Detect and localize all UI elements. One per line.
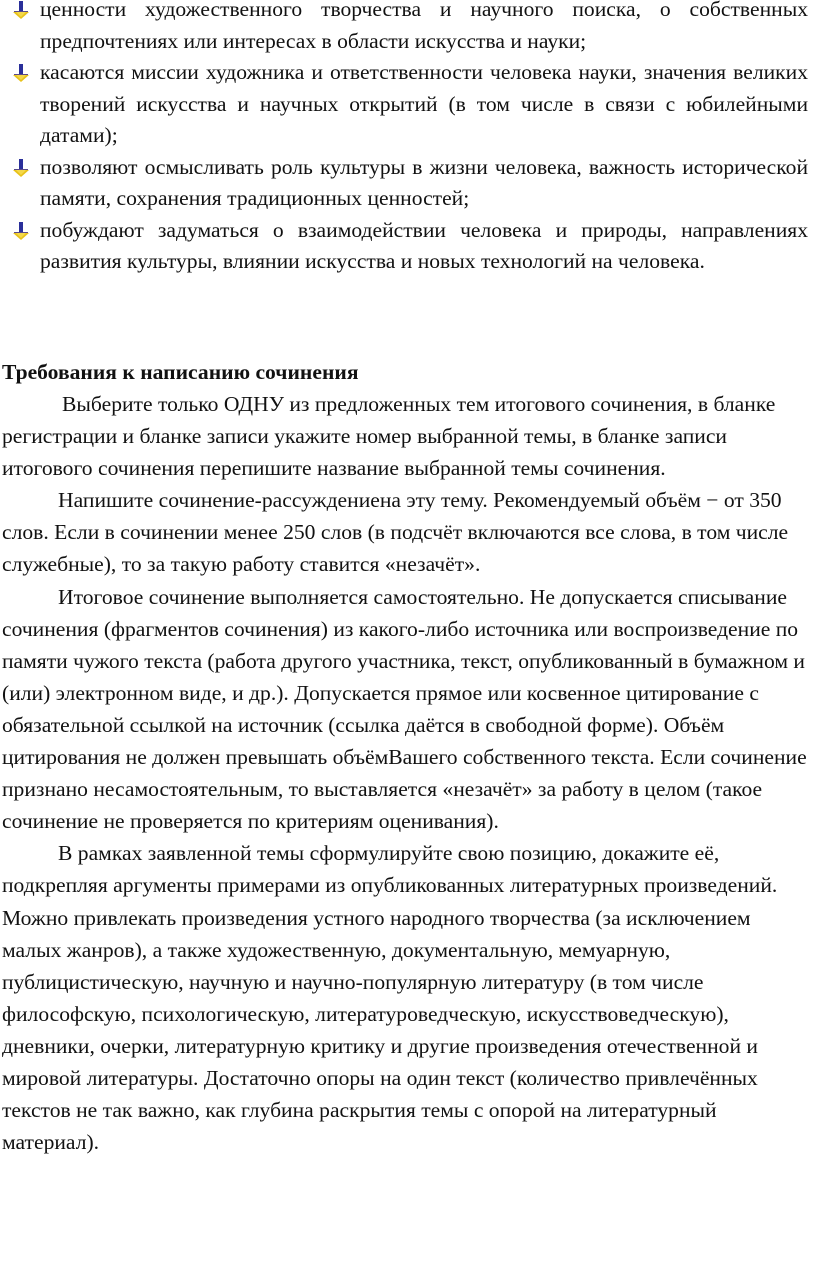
down-arrow-bullet-icon <box>12 222 30 240</box>
bullet-text: побуждают задуматься о взаимодействии человека и природы, направлениях развития культуры, влиянии искусства и новых технологий на человека. <box>40 217 808 273</box>
down-arrow-bullet-icon <box>12 159 30 177</box>
paragraph: Выберите только ОДНУ из предложенных тем итогового сочинения, в бланке регистрации и бланке записи укажите номер выбранной темы, в бланке записи итогового сочинения перепишите название выбранной темы сочинения. <box>2 392 776 481</box>
section-heading: Требования к написанию сочинения <box>2 360 359 384</box>
paragraph: Напишите сочинение-рассуждениена эту тему. Рекомендуемый объём − от 350 слов. Если в сочинении менее 250 слов (в подсчёт включаются все слова, в том числе служебные), то за такую работу ставится «незачёт». <box>2 488 789 577</box>
paragraph: В рамках заявленной темы сформулируйте свою позицию, докажите её, подкрепляя аргументы примерами из опубликованных литературных произведений. Можно привлекать произведения устного народного творчества (за исключением малых жанров), а также художественную, документальную, мемуарную, публицистическую, научную и научно-популярную литературу (в том числе философскую, психологическую, литературоведческую, искусствоведческую), дневники, очерки, литературную критику и другие произведения отечественной и мировой литературы. Достаточно опоры на один текст (количество привлечённых текстов не так важно, как глубина раскрытия темы с опорой на литературный материал). <box>2 841 778 1155</box>
requirements-body <box>2 388 810 1158</box>
paragraph: Итоговое сочинение выполняется самостоятельно. Не допускается списывание сочинения (фрагментов сочинения) из какого-либо источника или воспроизведение по памяти чужого текста (работа другого участника, текст, опубликованный в бумажном и (или) электронном виде, и др.). Допускается прямое или косвенное цитирование с обязательной ссылкой на источник (ссылка даётся в свободной форме). Объём цитирования не должен превышать объёмВашего собственного текста. Если сочинение признано несамостоятельным, то выставляется «незачёт» за работу в целом (такое сочинение не проверяется по критериям оценивания). <box>2 584 807 834</box>
bullet-text: касаются миссии художника и ответственности человека науки, значения великих творений искусства и научных открытий (в том числе в связи с юбилейными датами); <box>40 60 808 147</box>
bullet-text: ценности художественного творчества и научного поиска, о собственных предпочтениях или интересах в области искусства и науки; <box>40 0 808 53</box>
bullet-text: позволяют осмысливать роль культуры в жизни человека, важность исторической памяти, сохранения традиционных ценностей; <box>40 154 808 210</box>
down-arrow-bullet-icon <box>12 1 30 19</box>
bullet-item <box>0 57 816 152</box>
bullet-item <box>0 215 816 278</box>
bullet-item <box>0 152 816 215</box>
bullet-list <box>0 0 816 284</box>
down-arrow-bullet-icon <box>12 64 30 82</box>
bullet-item <box>0 0 816 57</box>
